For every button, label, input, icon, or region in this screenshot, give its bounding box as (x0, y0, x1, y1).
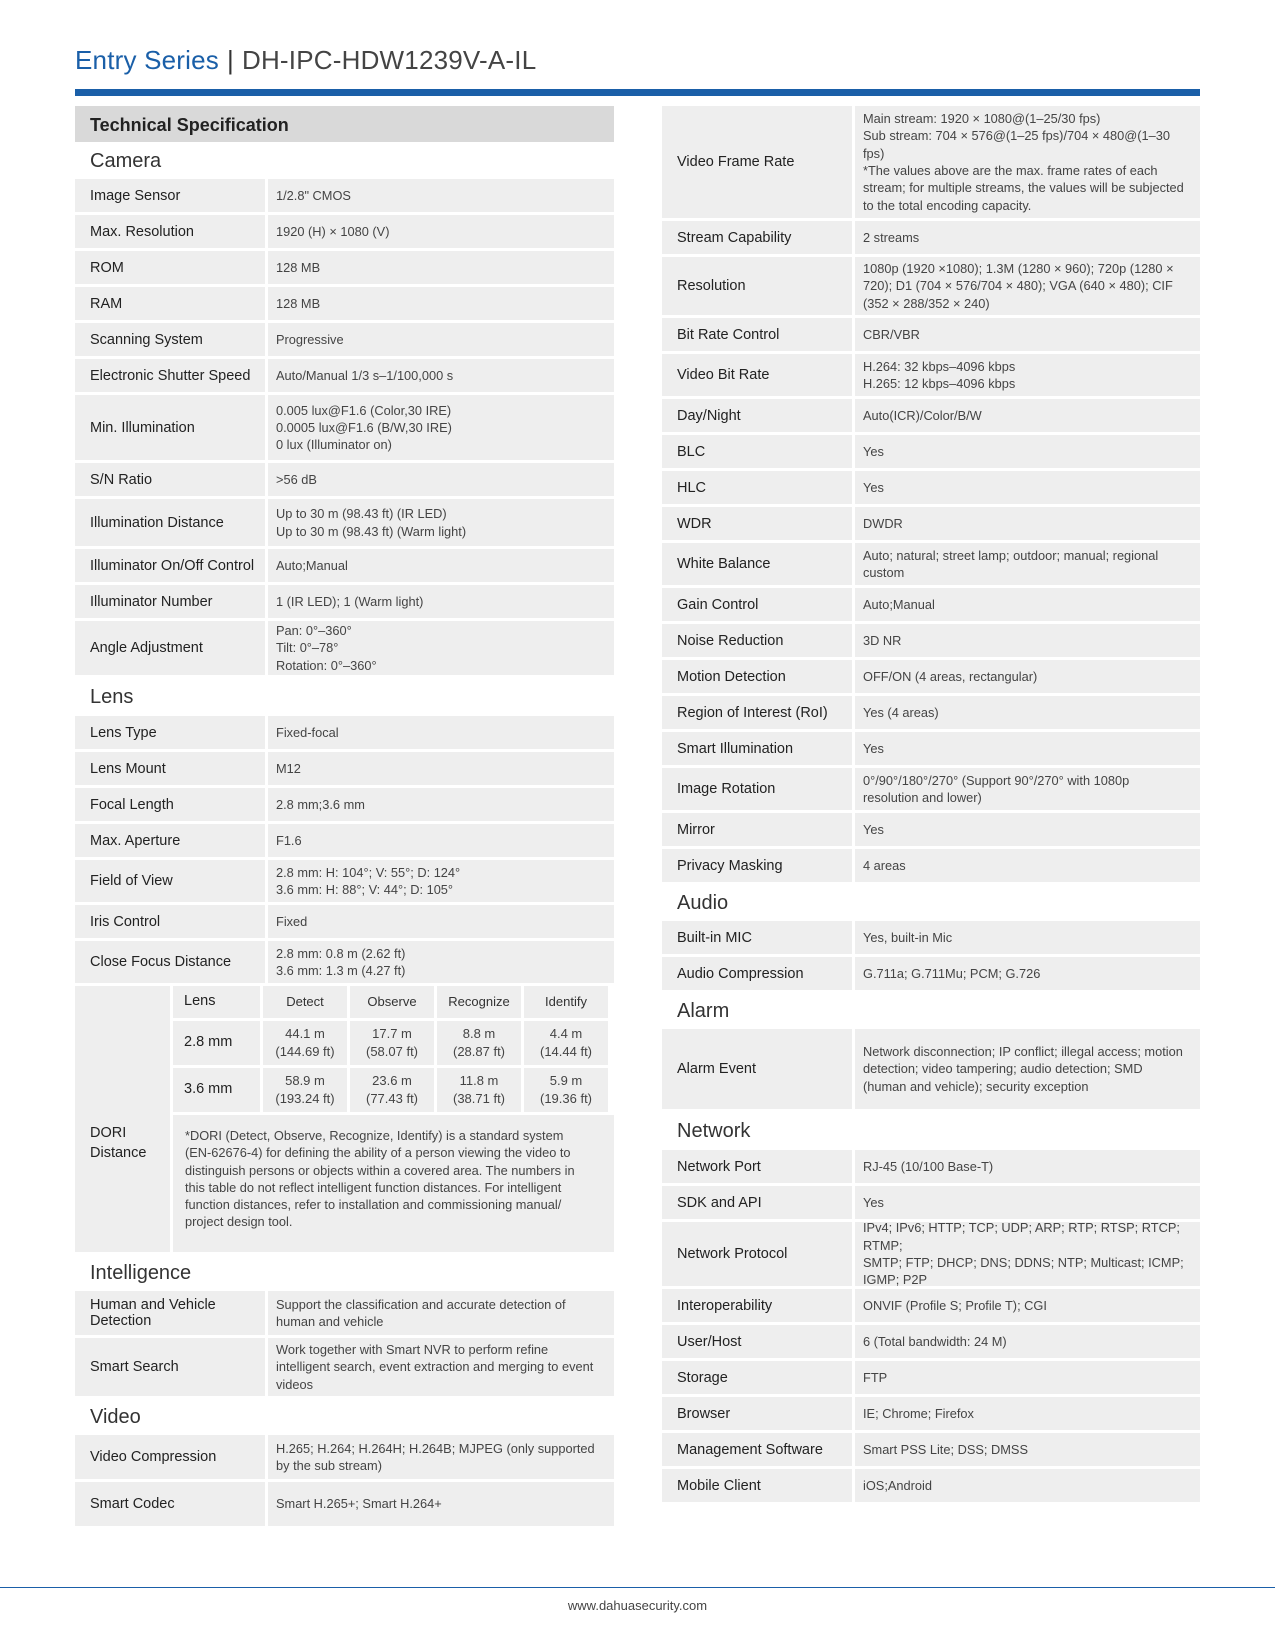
spec-value: Smart H.265+; Smart H.264+ (268, 1482, 614, 1526)
spec-value: Smart PSS Lite; DSS; DMSS (855, 1433, 1200, 1466)
spec-row (662, 1289, 1200, 1322)
spec-key: Focal Length (75, 788, 265, 821)
spec-value: iOS;Android (855, 1469, 1200, 1502)
spec-row (662, 849, 1200, 882)
spec-key: Smart Illumination (662, 732, 852, 765)
spec-row (75, 716, 614, 749)
spec-key: Iris Control (75, 905, 265, 938)
dori-header-cell: Detect (263, 986, 347, 1018)
dori-header-cell: Lens (173, 986, 260, 1018)
dori-row-2-8mm (173, 1021, 614, 1065)
spec-key: Mirror (662, 813, 852, 846)
spec-value: Pan: 0°–360° Tilt: 0°–78° Rotation: 0°–360° (268, 621, 614, 675)
spec-value: H.264: 32 kbps–4096 kbps H.265: 12 kbps–4096 kbps (855, 354, 1200, 396)
spec-value: Fixed-focal (268, 716, 614, 749)
section-title: Network (677, 1119, 751, 1142)
spec-row (662, 1433, 1200, 1466)
spec-value: Auto(ICR)/Color/B/W (855, 399, 1200, 432)
spec-row (662, 768, 1200, 810)
spec-value: Support the classification and accurate detection of human and vehicle (268, 1291, 614, 1335)
spec-key: Gain Control (662, 588, 852, 621)
spec-key: Mobile Client (662, 1469, 852, 1502)
spec-row (75, 179, 614, 212)
spec-key: White Balance (662, 543, 852, 585)
spec-value: F1.6 (268, 824, 614, 857)
spec-row (75, 585, 614, 618)
spec-row (75, 359, 614, 392)
spec-value: 6 (Total bandwidth: 24 M) (855, 1325, 1200, 1358)
dori-cell: 58.9 m (193.24 ft) (263, 1068, 347, 1112)
spec-value: Yes (855, 471, 1200, 504)
model-name: DH-IPC-HDW1239V-A-IL (241, 45, 537, 75)
dori-cell: 23.6 m (77.43 ft) (350, 1068, 434, 1112)
spec-value: Auto;Manual (855, 588, 1200, 621)
section-title: Alarm (677, 999, 730, 1022)
title-separator: | (227, 45, 234, 75)
spec-key: Bit Rate Control (662, 318, 852, 351)
spec-key: Interoperability (662, 1289, 852, 1322)
spec-column-right (662, 106, 1200, 1505)
dori-cell: 17.7 m (58.07 ft) (350, 1021, 434, 1065)
spec-row (662, 732, 1200, 765)
spec-key: Illuminator Number (75, 585, 265, 618)
section-network (662, 1112, 1200, 1502)
spec-row (662, 435, 1200, 468)
spec-value: Main stream: 1920 × 1080@(1–25/30 fps) Sub stream: 704 × 576@(1–25 fps)/704 × 480@(1–30 fps) *The values above are the max. frame rates of each stream; for multiple streams, the values will be subjected to the total encoding capacity. (855, 106, 1200, 218)
spec-value: 1080p (1920 ×1080); 1.3M (1280 × 960); 720p (1280 × 720); D1 (704 × 576/704 × 480); VGA (640 × 480); CIF (352 × 288/352 × 240) (855, 257, 1200, 315)
spec-key: ROM (75, 251, 265, 284)
spec-key: Min. Illumination (75, 395, 265, 460)
section-video-continued (662, 106, 1200, 882)
dori-cell: 2.8 mm (173, 1021, 260, 1065)
spec-key: Close Focus Distance (75, 941, 265, 983)
spec-key: Illuminator On/Off Control (75, 549, 265, 582)
spec-value: DWDR (855, 507, 1200, 540)
spec-value: >56 dB (268, 463, 614, 496)
spec-value: 2.8 mm;3.6 mm (268, 788, 614, 821)
spec-key: Smart Codec (75, 1482, 265, 1526)
dori-cell: 5.9 m (19.36 ft) (524, 1068, 608, 1112)
dori-cell: 44.1 m (144.69 ft) (263, 1021, 347, 1065)
spec-key: Audio Compression (662, 957, 852, 990)
section-lens (75, 678, 614, 983)
spec-row (75, 549, 614, 582)
section-video (75, 1399, 614, 1526)
spec-row (75, 824, 614, 857)
footer-divider (0, 1587, 1275, 1588)
spec-key: Storage (662, 1361, 852, 1394)
spec-key: Image Sensor (75, 179, 265, 212)
spec-key: RAM (75, 287, 265, 320)
spec-value: Up to 30 m (98.43 ft) (IR LED) Up to 30 m (98.43 ft) (Warm light) (268, 499, 614, 546)
spec-value: Yes (855, 435, 1200, 468)
dori-note: *DORI (Detect, Observe, Recognize, Identify) is a standard system (EN-62676-4) for defining the ability of a person viewing the video to distinguish persons or objects within a covered area. The numbers in this table do not reflect intelligent function distances. For intelligent function distances, refer to installation and commissioning manual/ project design tool. (173, 1115, 614, 1252)
series-name: Entry Series (75, 45, 220, 75)
spec-key: BLC (662, 435, 852, 468)
spec-key: Lens Mount (75, 752, 265, 785)
spec-row (75, 788, 614, 821)
spec-row (662, 588, 1200, 621)
spec-value: Work together with Smart NVR to perform refine intelligent search, event extraction and merging to event videos (268, 1338, 614, 1396)
dori-cell: 4.4 m (14.44 ft) (524, 1021, 608, 1065)
spec-value: ONVIF (Profile S; Profile T); CGI (855, 1289, 1200, 1322)
dori-cell: 11.8 m (38.71 ft) (437, 1068, 521, 1112)
spec-row (662, 257, 1200, 315)
spec-row (75, 941, 614, 983)
spec-value: Yes (855, 1186, 1200, 1219)
spec-value: IE; Chrome; Firefox (855, 1397, 1200, 1430)
dori-header-row (173, 986, 614, 1018)
spec-row (662, 318, 1200, 351)
spec-value: IPv4; IPv6; HTTP; TCP; UDP; ARP; RTP; RTSP; RTCP; RTMP; SMTP; FTP; DHCP; DNS; DDNS; NTP; Multicast; ICMP; IGMP; P2P (855, 1222, 1200, 1286)
spec-value: 3D NR (855, 624, 1200, 657)
spec-key: Electronic Shutter Speed (75, 359, 265, 392)
spec-key: Day/Night (662, 399, 852, 432)
spec-key: S/N Ratio (75, 463, 265, 496)
spec-row (662, 1029, 1200, 1109)
spec-row (75, 463, 614, 496)
spec-value: Auto/Manual 1/3 s–1/100,000 s (268, 359, 614, 392)
spec-key: Alarm Event (662, 1029, 852, 1109)
spec-row (75, 215, 614, 248)
section-title: Video (90, 1405, 141, 1428)
spec-value: 1 (IR LED); 1 (Warm light) (268, 585, 614, 618)
spec-key: Browser (662, 1397, 852, 1430)
spec-value: Yes (4 areas) (855, 696, 1200, 729)
spec-value: Auto; natural; street lamp; outdoor; manual; regional custom (855, 543, 1200, 585)
spec-value: G.711a; G.711Mu; PCM; G.726 (855, 957, 1200, 990)
spec-row (662, 660, 1200, 693)
dori-header-cell: Identify (524, 986, 608, 1018)
spec-key: Built-in MIC (662, 921, 852, 954)
spec-value: Auto;Manual (268, 549, 614, 582)
section-title: Lens (90, 685, 134, 708)
spec-row (75, 1435, 614, 1479)
dori-cell: 8.8 m (28.87 ft) (437, 1021, 521, 1065)
section-title: Intelligence (90, 1261, 192, 1284)
spec-value: M12 (268, 752, 614, 785)
spec-value: Yes (855, 813, 1200, 846)
spec-key: Resolution (662, 257, 852, 315)
spec-value: 2.8 mm: 0.8 m (2.62 ft) 3.6 mm: 1.3 m (4.27 ft) (268, 941, 614, 983)
spec-row (662, 221, 1200, 254)
spec-key: HLC (662, 471, 852, 504)
spec-value: Yes, built-in Mic (855, 921, 1200, 954)
spec-row (662, 921, 1200, 954)
spec-row (662, 543, 1200, 585)
spec-key: Human and Vehicle Detection (75, 1291, 265, 1335)
spec-value: OFF/ON (4 areas, rectangular) (855, 660, 1200, 693)
spec-row (662, 1397, 1200, 1430)
spec-row (75, 287, 614, 320)
spec-key: Smart Search (75, 1338, 265, 1396)
spec-key: Angle Adjustment (75, 621, 265, 675)
spec-key: Illumination Distance (75, 499, 265, 546)
section-intelligence (75, 1255, 614, 1396)
spec-row (75, 499, 614, 546)
spec-key: Field of View (75, 860, 265, 902)
spec-value: H.265; H.264; H.264H; H.264B; MJPEG (only supported by the sub stream) (268, 1435, 614, 1479)
spec-value: RJ-45 (10/100 Base-T) (855, 1150, 1200, 1183)
dori-cell: 3.6 mm (173, 1068, 260, 1112)
spec-key: Network Port (662, 1150, 852, 1183)
spec-row (662, 1150, 1200, 1183)
spec-value: 2 streams (855, 221, 1200, 254)
spec-value: FTP (855, 1361, 1200, 1394)
spec-row (75, 905, 614, 938)
spec-row (662, 507, 1200, 540)
spec-row (662, 1469, 1200, 1502)
spec-row (662, 813, 1200, 846)
spec-column-left (75, 106, 614, 1529)
spec-row (662, 106, 1200, 218)
spec-heading: Technical Specification (75, 106, 614, 142)
spec-value: Progressive (268, 323, 614, 356)
spec-key: SDK and API (662, 1186, 852, 1219)
spec-key: Max. Resolution (75, 215, 265, 248)
dori-label: DORI Distance (75, 986, 170, 1252)
section-camera (75, 143, 614, 675)
dori-row-3-6mm (173, 1068, 614, 1112)
spec-value: 128 MB (268, 251, 614, 284)
spec-row (75, 251, 614, 284)
spec-key: Region of Interest (RoI) (662, 696, 852, 729)
spec-key: Lens Type (75, 716, 265, 749)
spec-key: Motion Detection (662, 660, 852, 693)
spec-value: 1920 (H) × 1080 (V) (268, 215, 614, 248)
spec-row (662, 957, 1200, 990)
section-audio (662, 885, 1200, 990)
dori-header-cell: Observe (350, 986, 434, 1018)
spec-row (75, 1291, 614, 1335)
dori-distance-table (75, 986, 614, 1252)
spec-key: Max. Aperture (75, 824, 265, 857)
spec-key: Management Software (662, 1433, 852, 1466)
spec-row (662, 1361, 1200, 1394)
page-title (75, 44, 536, 78)
spec-value: 128 MB (268, 287, 614, 320)
spec-value: 4 areas (855, 849, 1200, 882)
spec-value: 0°/90°/180°/270° (Support 90°/270° with 1080p resolution and lower) (855, 768, 1200, 810)
spec-row (75, 395, 614, 460)
spec-row (75, 752, 614, 785)
spec-row (75, 1482, 614, 1526)
spec-row (75, 1338, 614, 1396)
spec-row (662, 696, 1200, 729)
header-bar (75, 89, 1200, 96)
spec-key: Network Protocol (662, 1222, 852, 1286)
spec-key: User/Host (662, 1325, 852, 1358)
spec-key: WDR (662, 507, 852, 540)
spec-row (662, 471, 1200, 504)
spec-row (75, 621, 614, 675)
spec-key: Scanning System (75, 323, 265, 356)
spec-key: Noise Reduction (662, 624, 852, 657)
spec-row (662, 1325, 1200, 1358)
spec-value: Fixed (268, 905, 614, 938)
dori-header-cell: Recognize (437, 986, 521, 1018)
spec-value: 1/2.8" CMOS (268, 179, 614, 212)
spec-row (662, 1186, 1200, 1219)
dori-body (173, 986, 614, 1252)
spec-key: Stream Capability (662, 221, 852, 254)
spec-key: Video Frame Rate (662, 106, 852, 218)
spec-key: Image Rotation (662, 768, 852, 810)
spec-value: 0.005 lux@F1.6 (Color,30 IRE) 0.0005 lux@F1.6 (B/W,30 IRE) 0 lux (Illuminator on) (268, 395, 614, 460)
spec-row (662, 1222, 1200, 1286)
spec-row (662, 354, 1200, 396)
spec-key: Video Compression (75, 1435, 265, 1479)
section-title: Audio (677, 891, 729, 914)
spec-key: Privacy Masking (662, 849, 852, 882)
spec-value: 2.8 mm: H: 104°; V: 55°; D: 124° 3.6 mm: H: 88°; V: 44°; D: 105° (268, 860, 614, 902)
spec-key: Video Bit Rate (662, 354, 852, 396)
spec-value: Network disconnection; IP conflict; illegal access; motion detection; video tampering; audio detection; SMD (human and vehicle); security exception (855, 1029, 1200, 1109)
spec-value: Yes (855, 732, 1200, 765)
section-alarm (662, 993, 1200, 1109)
spec-row (662, 399, 1200, 432)
section-title: Camera (90, 149, 162, 172)
spec-row (75, 860, 614, 902)
spec-row (662, 624, 1200, 657)
spec-row (75, 323, 614, 356)
footer-website-link[interactable]: www.dahuasecurity.com (567, 1598, 708, 1613)
spec-value: CBR/VBR (855, 318, 1200, 351)
